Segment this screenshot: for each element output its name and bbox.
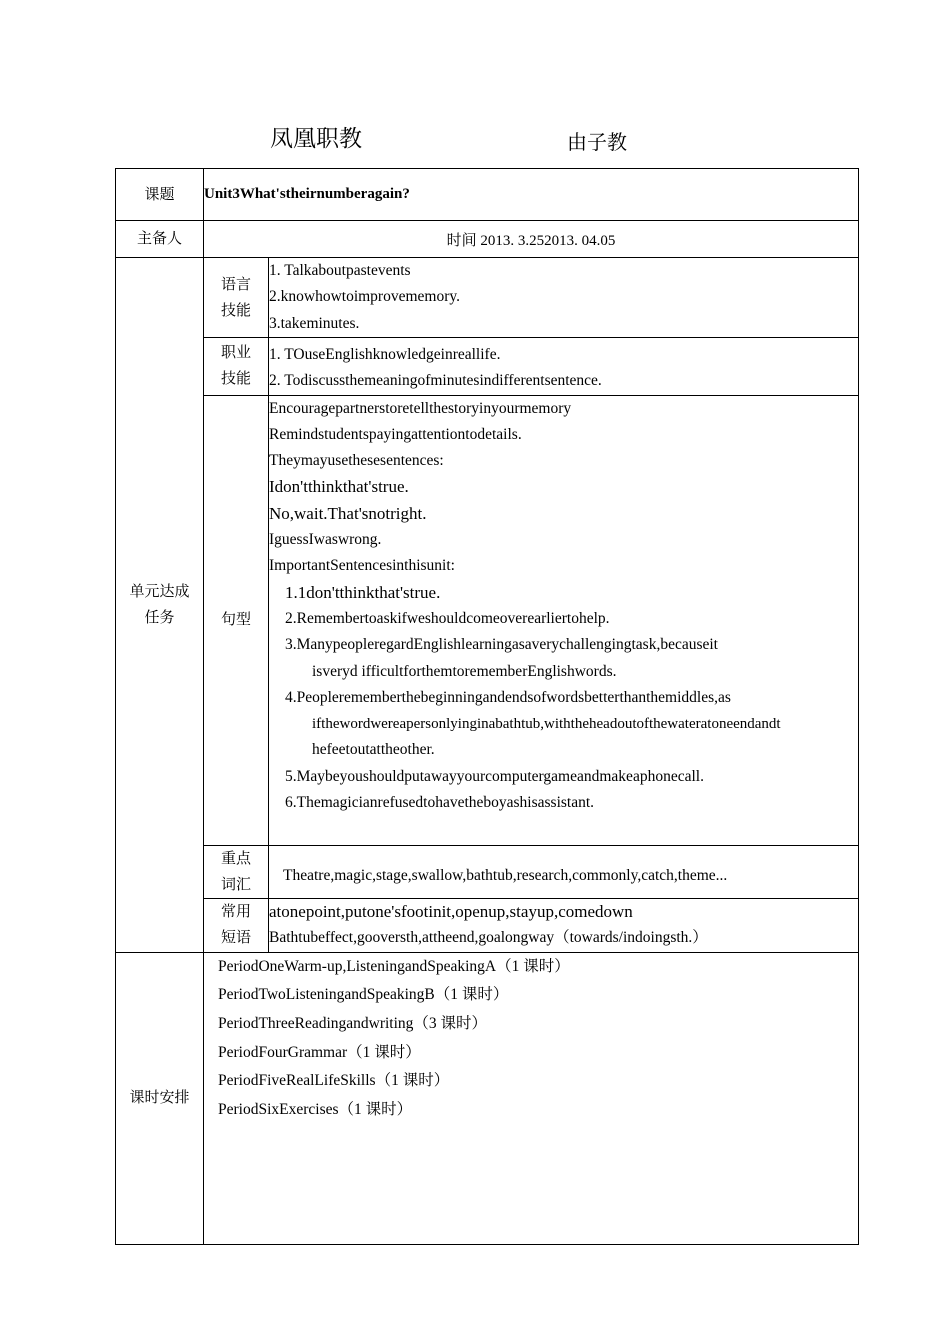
career-skills-row: [116, 338, 859, 396]
language-skills-label-1: 语言: [220, 276, 251, 293]
phrases-label: [204, 898, 269, 952]
phrases-content: [269, 898, 859, 952]
list-item: 2.Remembertoaskifweshouldcomeoverearliertohelp.: [285, 609, 610, 627]
career-skills-label-2: 技能: [220, 371, 251, 388]
career-skills-label: [204, 338, 269, 396]
language-skills-row: [116, 258, 859, 338]
time-value: 时间 2013. 3.252013. 04.05: [204, 221, 859, 258]
language-skills-content: [269, 258, 859, 338]
phrases-label-1: 常用: [220, 904, 251, 921]
list-item: 2. Todiscussthemeaningofminutesindifferentsentence.: [269, 372, 602, 390]
list-item: PeriodSixExercises（1 课时）: [218, 1101, 413, 1119]
sentences-row: [116, 395, 859, 845]
list-item: PeriodTwoListeningandSpeakingB（1 课时）: [218, 986, 509, 1004]
list-item: Remindstudentspayingattentiontodetails.: [269, 425, 522, 443]
header-org: 凤凰职教: [270, 126, 362, 151]
list-item: 2.knowhowtoimprovememory.: [269, 288, 460, 306]
language-skills-label-2: 技能: [220, 302, 251, 319]
key-words-value: Theatre,magic,stage,swallow,bathtub,research,commonly,catch,theme...: [283, 867, 728, 885]
list-item: hefeetoutattheother.: [312, 741, 435, 759]
list-item: ifthewordwereapersonlyinginabathtub,withtheheadoutofthewateratoneendandt: [312, 716, 781, 733]
career-skills-label-1: 职业: [220, 345, 251, 362]
lesson-plan-table: [115, 168, 859, 1245]
phrases-row: [116, 898, 859, 952]
list-item: PeriodThreeReadingandwriting（3 课时）: [218, 1015, 488, 1032]
sentences-content: [269, 395, 859, 845]
list-item: 6.Themagicianrefusedtohavetheboyashisassistant.: [285, 794, 595, 812]
schedule-row: [116, 952, 859, 1244]
list-item: 4.Peoplerememberthebeginningandendsofwordsbetterthanthemiddles,as: [285, 688, 731, 706]
unit-tasks-label: [116, 258, 204, 953]
list-item: isveryd ifficultforthemtorememberEnglishwords.: [312, 662, 617, 680]
author-label: 主备人: [116, 221, 204, 258]
list-item: 3.takeminutes.: [269, 314, 360, 332]
career-skills-content: [269, 338, 859, 396]
phrases-label-2: 短语: [220, 930, 251, 947]
header-sub: 由子教: [567, 132, 627, 154]
list-item: Theymayusethesesentences:: [269, 452, 444, 470]
list-item: No,wait.That'snotright.: [269, 503, 427, 523]
sentences-label: 句型: [204, 395, 269, 845]
list-item: Idon'tthinkthat'strue.: [269, 477, 409, 497]
key-words-label-2: 词汇: [220, 876, 251, 893]
list-item: PeriodOneWarm-up,ListeningandSpeakingA（1 课时）: [218, 957, 570, 975]
list-item: 3.ManypeopleregardEnglishlearningasaverychallengingtask,becauseit: [285, 636, 718, 654]
key-words-label-1: 重点: [220, 850, 251, 867]
phrases-line-2: Bathtubeffect,gooversth,attheend,goalongway（towards/indoingsth.）: [269, 929, 708, 947]
key-words-label: [204, 845, 269, 898]
list-item: 1.1don'tthinkthat'strue.: [285, 582, 441, 602]
topic-row: [116, 169, 859, 221]
list-item: 1. TOuseEnglishknowledgeinreallife.: [269, 346, 501, 363]
list-item: ImportantSentencesinthisunit:: [269, 557, 455, 575]
schedule-content: [204, 952, 859, 1244]
topic-value: Unit3What'stheirnumberagain?: [204, 169, 859, 221]
list-item: Encouragepartnerstoretellthestoryinyourmemory: [269, 399, 572, 417]
author-row: [116, 221, 859, 258]
key-words-row: [116, 845, 859, 898]
phrases-line-1: atonepoint,putone'sfootinit,openup,stayup,comedown: [269, 901, 633, 921]
topic-label: 课题: [116, 169, 204, 221]
list-item: 5.Maybeyoushouldputawayyourcomputergameandmakeaphonecall.: [285, 767, 704, 785]
unit-tasks-label-2: 任务: [144, 609, 175, 626]
unit-tasks-label-1: 单元达成: [129, 583, 190, 600]
list-item: PeriodFiveRealLifeSkills（1 课时）: [218, 1072, 450, 1090]
key-words-content: [269, 845, 859, 898]
schedule-label: 课时安排: [116, 952, 204, 1244]
list-item: PeriodFourGrammar（1 课时）: [218, 1043, 421, 1061]
list-item: 1. Talkaboutpastevents: [269, 262, 411, 280]
language-skills-label: [204, 258, 269, 338]
list-item: IguessIwaswrong.: [269, 531, 382, 549]
